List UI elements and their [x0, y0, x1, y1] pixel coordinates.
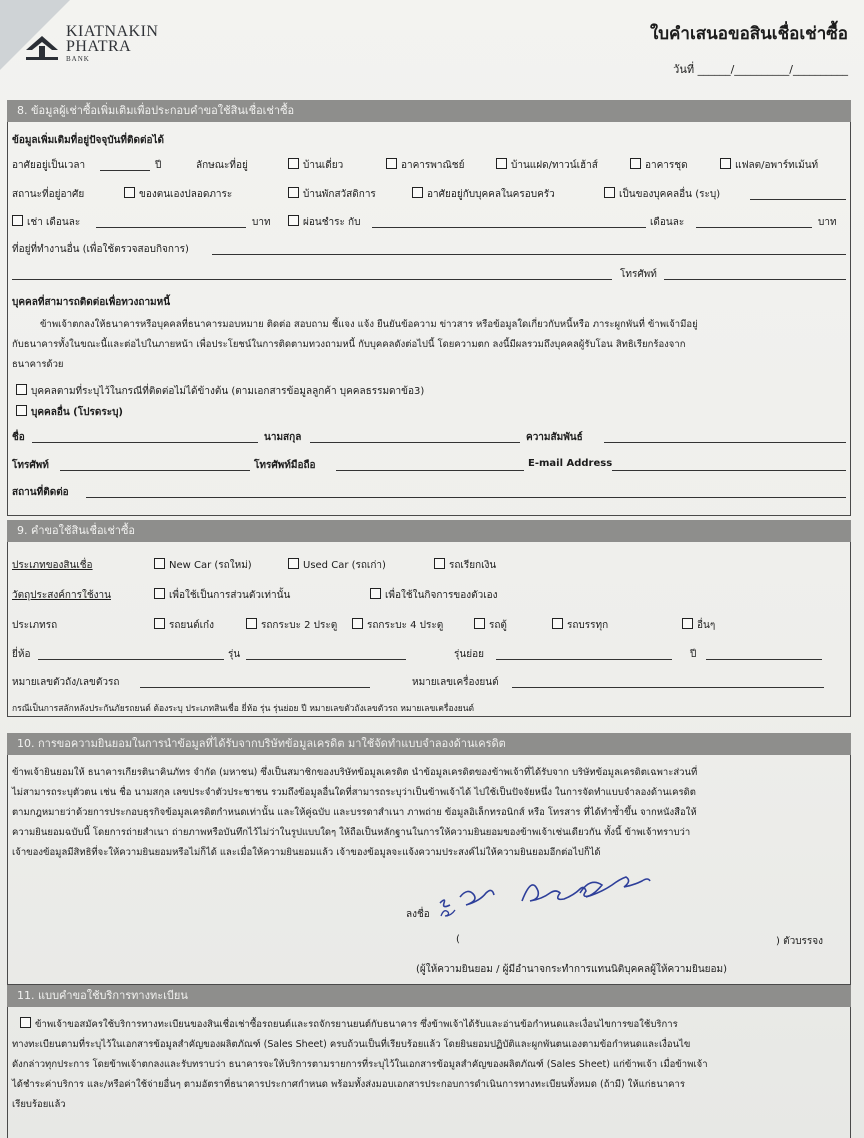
checkbox[interactable]: [288, 558, 299, 569]
registration-line5: เรียบร้อยแล้ว: [12, 1099, 66, 1110]
workplace-label: ที่อยู่ที่ทำงานอื่น (เพื่อใช้ตรวจสอบกิจการ): [12, 244, 189, 255]
section-10-header: 10. การขอความยินยอมในการนำข้อมูลที่ได้รับจากบริษัทข้อมูลเครดิต มาใช้จัดทำแบบจำลองด้านเครดิต: [7, 733, 851, 755]
purpose-label: วัตถุประสงค์การใช้งาน: [12, 590, 111, 601]
checkbox[interactable]: [604, 187, 615, 198]
checkbox[interactable]: [124, 187, 135, 198]
res-type-townhouse[interactable]: บ้านแฝด/ทาวน์เฮ้าส์: [496, 158, 598, 173]
checkbox[interactable]: [370, 588, 381, 599]
res-type-commercial[interactable]: อาคารพาณิชย์: [386, 158, 464, 173]
checkbox[interactable]: [288, 215, 299, 226]
checkbox[interactable]: [20, 1017, 31, 1028]
car-type-van[interactable]: รถตู้: [474, 618, 507, 633]
checkbox[interactable]: [352, 618, 363, 629]
engine-label: หมายเลขเครื่องยนต์: [412, 677, 499, 688]
checkbox[interactable]: [474, 618, 485, 629]
checkbox[interactable]: [16, 384, 27, 395]
brand-label: ยี่ห้อ: [12, 649, 31, 660]
engine-input[interactable]: [512, 687, 824, 688]
section-9-header: 9. คำขอใช้สินเชื่อเช่าซื้อ: [7, 520, 851, 542]
brand-line3: BANK: [66, 55, 90, 63]
credit-consent-line2: ไม่สามารถระบุตัวตน เช่น ชื่อ นามสกุล เลขประจำตัวประชาชน รวมถึงข้อมูลอื่นใดที่สามารถระบุว่าเป็นข้าพเจ้าได้ ไปใช้เป็นปัจจัยหนึ่ง ในการจัดทำแบบจำลองด้านเครดิต: [12, 787, 696, 798]
debt-consent-line1: ข้าพเจ้าตกลงให้ธนาคารหรือบุคคลที่ธนาคารมอบหมาย ติดต่อ สอบถาม ชี้แจง แจ้ง ยืนยันข้อความ ข่าวสาร หรือข้อมูลใดเกี่ยวกับหนี้หรือ ภาระผูกพันที่ ข้าพเจ้ามีอยู่: [40, 319, 698, 330]
year-input[interactable]: [706, 659, 822, 660]
contact-tel-input[interactable]: [60, 470, 250, 471]
contact-relation-input[interactable]: [604, 442, 846, 443]
section-8-header: 8. ข้อมูลผู้เช่าซื้อเพิ่มเติมเพื่อประกอบคำขอใช้สินเชื่อเช่าซื้อ: [7, 100, 851, 122]
bank-logo-icon: [22, 24, 62, 64]
contact-opt-listed[interactable]: บุคคลตามที่ระบุไว้ในกรณีที่ติดต่อไม่ได้ข้างต้น (ตามเอกสารข้อมูลลูกค้า บุคคลธรรมดาข้อ3): [16, 384, 424, 399]
installment-option[interactable]: ผ่อนชำระ กับ: [288, 215, 360, 230]
checkbox[interactable]: [496, 158, 507, 169]
product-new-car[interactable]: New Car (รถใหม่): [154, 558, 252, 573]
residence-type-label: ลักษณะที่อยู่: [196, 160, 248, 171]
contact-tel-label: โทรศัพท์: [12, 460, 49, 471]
registration-line4: ได้ชำระค่าบริการ และ/หรือค่าใช้จ่ายอื่นๆ ตามอัตราที่ธนาคารประกาศกำหนด พร้อมทั้งส่งมอบเอกสารประกอบการดำเนินการทางทะเบียนทั้งหมด (ถ้ามี) ให้แก่ธนาคาร: [12, 1079, 685, 1090]
checkbox[interactable]: [630, 158, 641, 169]
res-type-apartment[interactable]: แฟลต/อพาร์ทเม้นท์: [720, 158, 818, 173]
contact-opt-other[interactable]: บุคคลอื่น (โปรดระบุ): [16, 405, 123, 420]
car-type-truck[interactable]: รถบรรทุก: [552, 618, 608, 633]
sign-label: ลงชื่อ: [406, 909, 430, 920]
checkbox[interactable]: [682, 618, 693, 629]
status-welfare[interactable]: บ้านพักสวัสดิการ: [288, 187, 376, 202]
car-type-pickup-2d[interactable]: รถกระบะ 2 ประตู: [246, 618, 337, 633]
checkbox[interactable]: [386, 158, 397, 169]
product-used-car[interactable]: Used Car (รถเก่า): [288, 558, 386, 573]
workplace-input-1[interactable]: [212, 254, 846, 255]
contact-email-input[interactable]: [612, 470, 846, 471]
chassis-label: หมายเลขตัวถัง/เลขตัวรถ: [12, 677, 120, 688]
car-type-other[interactable]: อื่นๆ: [682, 618, 715, 633]
status-other-input[interactable]: [750, 199, 846, 200]
model-input[interactable]: [246, 659, 406, 660]
product-type-label: ประเภทของสินเชื่อ: [12, 560, 93, 571]
checkbox[interactable]: [288, 187, 299, 198]
checkbox[interactable]: [154, 618, 165, 629]
credit-consent-line5: เจ้าของข้อมูลมีสิทธิที่จะให้ความยินยอมหรือไม่ก็ได้ และเมื่อให้ความยินยอมแล้ว เจ้าของข้อมูลจะแจ้งความประสงค์ไม่ให้ความยินยอมอีกต่อไปก็ได้: [12, 847, 601, 858]
handwritten-signature: [430, 873, 680, 913]
contact-name-input[interactable]: [32, 442, 258, 443]
workplace-phone-label: โทรศัพท์: [620, 269, 657, 280]
registration-line2: ทางทะเบียนตามที่ระบุไว้ในเอกสารข้อมูลสำคัญของผลิตภัณฑ์ (Sales Sheet) ครบถ้วนเป็นที่เรียบร้อยแล้ว โดยยินยอมปฏิบัติและผูกพันตนเองตามข้อกำหนดและเงื่อนไข: [12, 1039, 691, 1050]
purpose-personal[interactable]: เพื่อใช้เป็นการส่วนตัวเท่านั้น: [154, 588, 290, 603]
registration-line1[interactable]: ข้าพเจ้าขอสมัครใช้บริการทางทะเบียนของสินเชื่อเช่าซื้อรถยนต์และรถจักรยานยนต์กับธนาคาร ซึ่งข้าพเจ้าได้รับและอ่านข้อกำหนดและเงื่อนไขการขอใช้บริการ: [20, 1016, 678, 1033]
status-family[interactable]: อาศัยอยู่กับบุคคลในครอบครัว: [412, 187, 555, 202]
checkbox[interactable]: [154, 588, 165, 599]
res-type-house[interactable]: บ้านเดี่ยว: [288, 158, 343, 173]
sign-paren-open: (: [456, 934, 460, 945]
contact-surname-label: นามสกุล: [264, 432, 302, 443]
section-11-header: 11. แบบคำขอใช้บริการทางทะเบียน: [7, 985, 851, 1007]
current-address-subhead: ข้อมูลเพิ่มเติมที่อยู่ปัจจุบันที่ติดต่อได้: [12, 135, 164, 146]
status-other[interactable]: เป็นของบุคคลอื่น (ระบุ): [604, 187, 720, 202]
years-label: อาศัยอยู่เป็นเวลา: [12, 160, 86, 171]
car-type-pickup-4d[interactable]: รถกระบะ 4 ประตู: [352, 618, 443, 633]
product-cash-car[interactable]: รถเรียกเงิน: [434, 558, 496, 573]
contact-address-label: สถานที่ติดต่อ: [12, 487, 69, 498]
car-type-sedan[interactable]: รถยนต์เก๋ง: [154, 618, 214, 633]
credit-consent-line4: ความยินยอมฉบับนี้ โดยการถ่ายสำเนา ถ่ายภาพหรือบันทึกไว้ไม่ว่าในรูปแบบใดๆ ให้ถือเป็นหลักฐานในการให้ความยินยอมของข้าพเจ้าเช่นเดียวกัน ทั้งนี้ ข้าพเจ้าทราบว่า: [12, 827, 691, 838]
brand-input[interactable]: [38, 659, 224, 660]
registration-line3: ดังกล่าวทุกประการ โดยข้าพเจ้าตกลงและรับทราบว่า ธนาคารจะให้บริการตามรายการที่ระบุไว้ในเอกสารข้อมูลสำคัญของผลิตภัณฑ์ (Sales Sheet) แก่ข้าพเจ้า เมื่อข้าพเจ้า: [12, 1059, 708, 1070]
sign-caption: (ผู้ให้ความยินยอม / ผู้มีอำนาจกระทำการแทนนิติบุคคลผู้ให้ความยินยอม): [416, 964, 728, 975]
rent-baht-unit: บาท: [252, 217, 271, 228]
rent-option[interactable]: เช่า เดือนละ: [12, 215, 80, 230]
debt-consent-line3: ธนาคารด้วย: [12, 359, 64, 370]
workplace-phone-input[interactable]: [664, 279, 846, 280]
chassis-input[interactable]: [140, 687, 370, 688]
contact-surname-input[interactable]: [310, 442, 520, 443]
debt-contact-head: บุคคลที่สามารถติดต่อเพื่อทวงถามหนี้: [12, 297, 171, 308]
checkbox[interactable]: [434, 558, 445, 569]
status-own[interactable]: ของตนเองปลอดภาระ: [124, 187, 232, 202]
contact-relation-label: ความสัมพันธ์: [526, 432, 583, 443]
workplace-input-2[interactable]: [12, 279, 612, 280]
credit-consent-line3: ตามกฎหมายว่าด้วยการประกอบธุรกิจข้อมูลเครดิตกำหนดเท่านั้น และให้คู่ฉบับ และบรรดาสำเนา ภาพถ่าย ข้อมูลอิเล็กทรอนิกส์ หรือ โทรสาร ที่ได้ทำซ้ำขึ้น จากหนังสือให้: [12, 807, 697, 818]
monthly-amount-input[interactable]: [696, 227, 812, 228]
purpose-business[interactable]: เพื่อใช้ในกิจการของตัวเอง: [370, 588, 498, 603]
debt-consent-line2: กับธนาคารทั้งในขณะนี้และต่อไปในภายหน้า เพื่อประโยชน์ในการติดตามทวงถามหนี้ กับบุคคลดังต่อไปนี้ โดยความตก ลงนี้มีผลรวมถึงบุคคลผู้รับโอน สิทธิเรียกร้องจาก: [12, 339, 686, 350]
bank-brand: [66, 24, 158, 64]
signature-mark-icon: [440, 906, 456, 918]
date-field[interactable]: วันที่ ______/__________/__________: [673, 63, 848, 76]
brand-line2: PHATRA: [66, 38, 132, 55]
checkbox[interactable]: [246, 618, 257, 629]
contact-mobile-input[interactable]: [336, 470, 524, 471]
insurance-note: กรณีเป็นการสลักหลังประกันภัยรถยนต์ ต้องระบุ ประเภทสินเชื่อ ยี่ห้อ รุ่น รุ่นย่อย ปี หมายเลขตัวถังเลขตัวรถ หมายเลขเครื่องยนต์: [12, 704, 475, 714]
checkbox[interactable]: [288, 158, 299, 169]
car-type-label: ประเภทรถ: [12, 620, 58, 631]
brand-line1: KIATNAKIN: [66, 23, 159, 40]
model-label: รุ่น: [228, 649, 241, 660]
monthly-label: เดือนละ: [650, 217, 685, 228]
contact-name-label: ชื่อ: [12, 432, 25, 443]
checkbox[interactable]: [154, 558, 165, 569]
residence-status-label: สถานะที่อยู่อาศัย: [12, 189, 85, 200]
contact-address-input[interactable]: [86, 497, 846, 498]
checkbox[interactable]: [412, 187, 423, 198]
contact-mobile-label: โทรศัพท์มือถือ: [254, 460, 316, 471]
document-title: ใบคำเสนอขอสินเชื่อเช่าซื้อ: [649, 24, 848, 44]
submodel-label: รุ่นย่อย: [454, 649, 484, 660]
checkbox[interactable]: [552, 618, 563, 629]
years-unit: ปี: [155, 160, 162, 171]
checkbox[interactable]: [720, 158, 731, 169]
sign-paren-close: ) ตัวบรรจง: [776, 936, 824, 947]
monthly-baht-unit: บาท: [818, 217, 837, 228]
submodel-input[interactable]: [496, 659, 672, 660]
years-input[interactable]: [100, 170, 150, 171]
checkbox[interactable]: [16, 405, 27, 416]
year-label: ปี: [690, 649, 697, 660]
checkbox[interactable]: [12, 215, 23, 226]
installment-with-input[interactable]: [372, 227, 646, 228]
credit-consent-line1: ข้าพเจ้ายินยอมให้ ธนาคารเกียรตินาคินภัทร จำกัด (มหาชน) ซึ่งเป็นสมาชิกของบริษัทข้อมูลเครดิต นำข้อมูลเครดิตของข้าพเจ้าที่ได้รับจาก บริษัทข้อมูลเครดิตเฉพาะส่วนที่: [12, 767, 698, 778]
rent-amount-input[interactable]: [96, 227, 246, 228]
res-type-condo[interactable]: อาคารชุด: [630, 158, 688, 173]
contact-email-label: E-mail Address: [528, 458, 613, 469]
